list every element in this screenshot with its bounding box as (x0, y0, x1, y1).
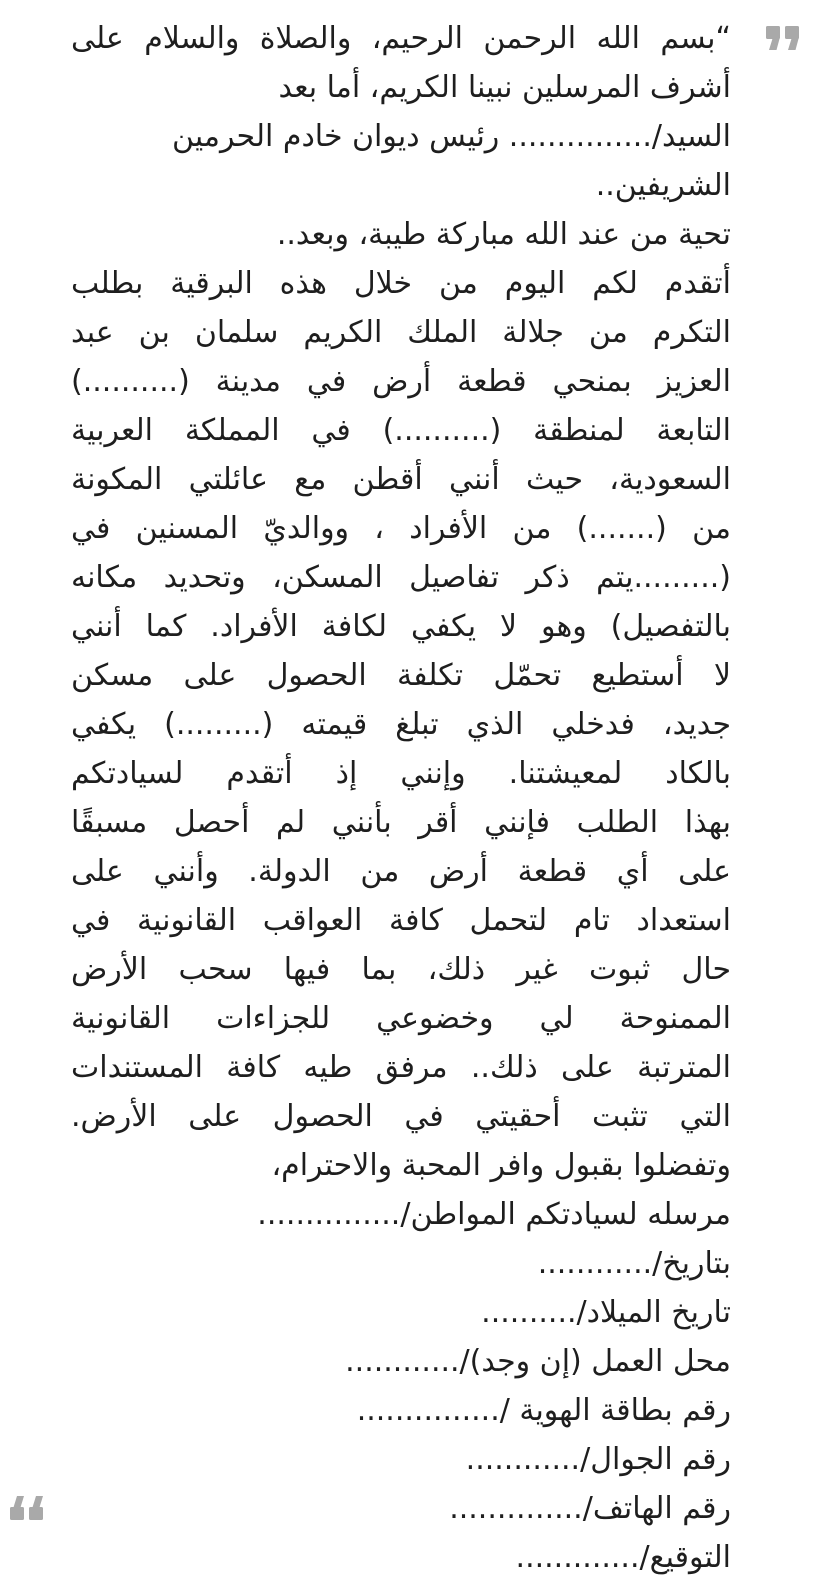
letter-line: العزيز بمنحي قطعة أرض في مدينة (..........) (71, 364, 731, 399)
letter-line: بهذا الطلب فإنني أقر بأنني لم أحصل مسبقًا (71, 805, 731, 840)
letter-line: التابعة لمنطقة (..........) في المملكة العربية (71, 413, 731, 448)
signature-line-birth-date: تاريخ الميلاد/.......... (481, 1295, 731, 1330)
letter-line: على أي قطعة أرض من الدولة. وأنني على (71, 854, 731, 889)
letter-line: التي تثبت أحقيتي في الحصول على الأرض. (71, 1099, 731, 1134)
signature-line-id-number: رقم بطاقة الهوية /............... (356, 1393, 731, 1428)
signature-line-mobile: رقم الجوال/............ (465, 1442, 731, 1477)
letter-line: الممنوحة لي وخضوعي للجزاءات القانونية (71, 1001, 731, 1036)
letter-line: التكرم من جلالة الملك الكريم سلمان بن عبد (71, 315, 731, 350)
letter-body (71, 14, 731, 1582)
letter-line: المترتبة على ذلك.. مرفق طيه كافة المستندات (71, 1050, 731, 1085)
letter-line: حال ثبوت غير ذلك، بما فيها سحب الأرض (71, 952, 731, 987)
letter-line: (.........يتم ذكر تفاصيل المسكن، وتحديد مكانه (71, 560, 731, 595)
letter-line: من (.......) من الأفراد ، ووالديّ المسنين في (71, 511, 731, 546)
opening-quotation-mark-icon (6, 1490, 46, 1530)
signature-line-sender: مرسله لسيادتكم المواطن/............... (257, 1197, 731, 1232)
letter-line: “بسم الله الرحمن الرحيم، والصلاة والسلام على (71, 21, 731, 56)
signature-line-phone: رقم الهاتف/.............. (449, 1491, 731, 1526)
letter-line: تحية من عند الله مباركة طيبة، وبعد.. (276, 217, 731, 252)
letter-line: وتفضلوا بقبول وافر المحبة والاحترام، (271, 1148, 731, 1183)
letter-line: الشريفين.. (595, 168, 731, 203)
letter-line: السعودية، حيث أنني أقطن مع عائلتي المكونة (71, 462, 731, 497)
letter-line: أتقدم لكم اليوم من خلال هذه البرقية بطلب (71, 266, 731, 301)
letter-line: السيد/............... رئيس ديوان خادم الحرمين (171, 119, 731, 154)
signature-line-workplace: محل العمل (إن وجد)/............ (345, 1344, 731, 1379)
letter-line: لا أستطيع تحمّل تكلفة الحصول على مسكن (71, 658, 731, 693)
letter-line: بالتفصيل) وهو لا يكفي لكافة الأفراد. كما أنني (71, 609, 731, 644)
letter-line: جديد، فدخلي الذي تبلغ قيمته (.........) يكفي (71, 707, 731, 742)
letter-line: بالكاد لمعيشتنا. وإنني إذ أتقدم لسيادتكم (71, 756, 731, 791)
letter-line: أشرف المرسلين نبينا الكريم، أما بعد (278, 70, 731, 105)
signature-line-signature: التوقيع/............. (515, 1540, 731, 1575)
letter-line: استعداد تام لتحمل كافة العواقب القانونية في (71, 903, 731, 938)
closing-quotation-mark-icon (763, 18, 803, 58)
signature-line-date: بتاريخ/............ (537, 1246, 731, 1281)
